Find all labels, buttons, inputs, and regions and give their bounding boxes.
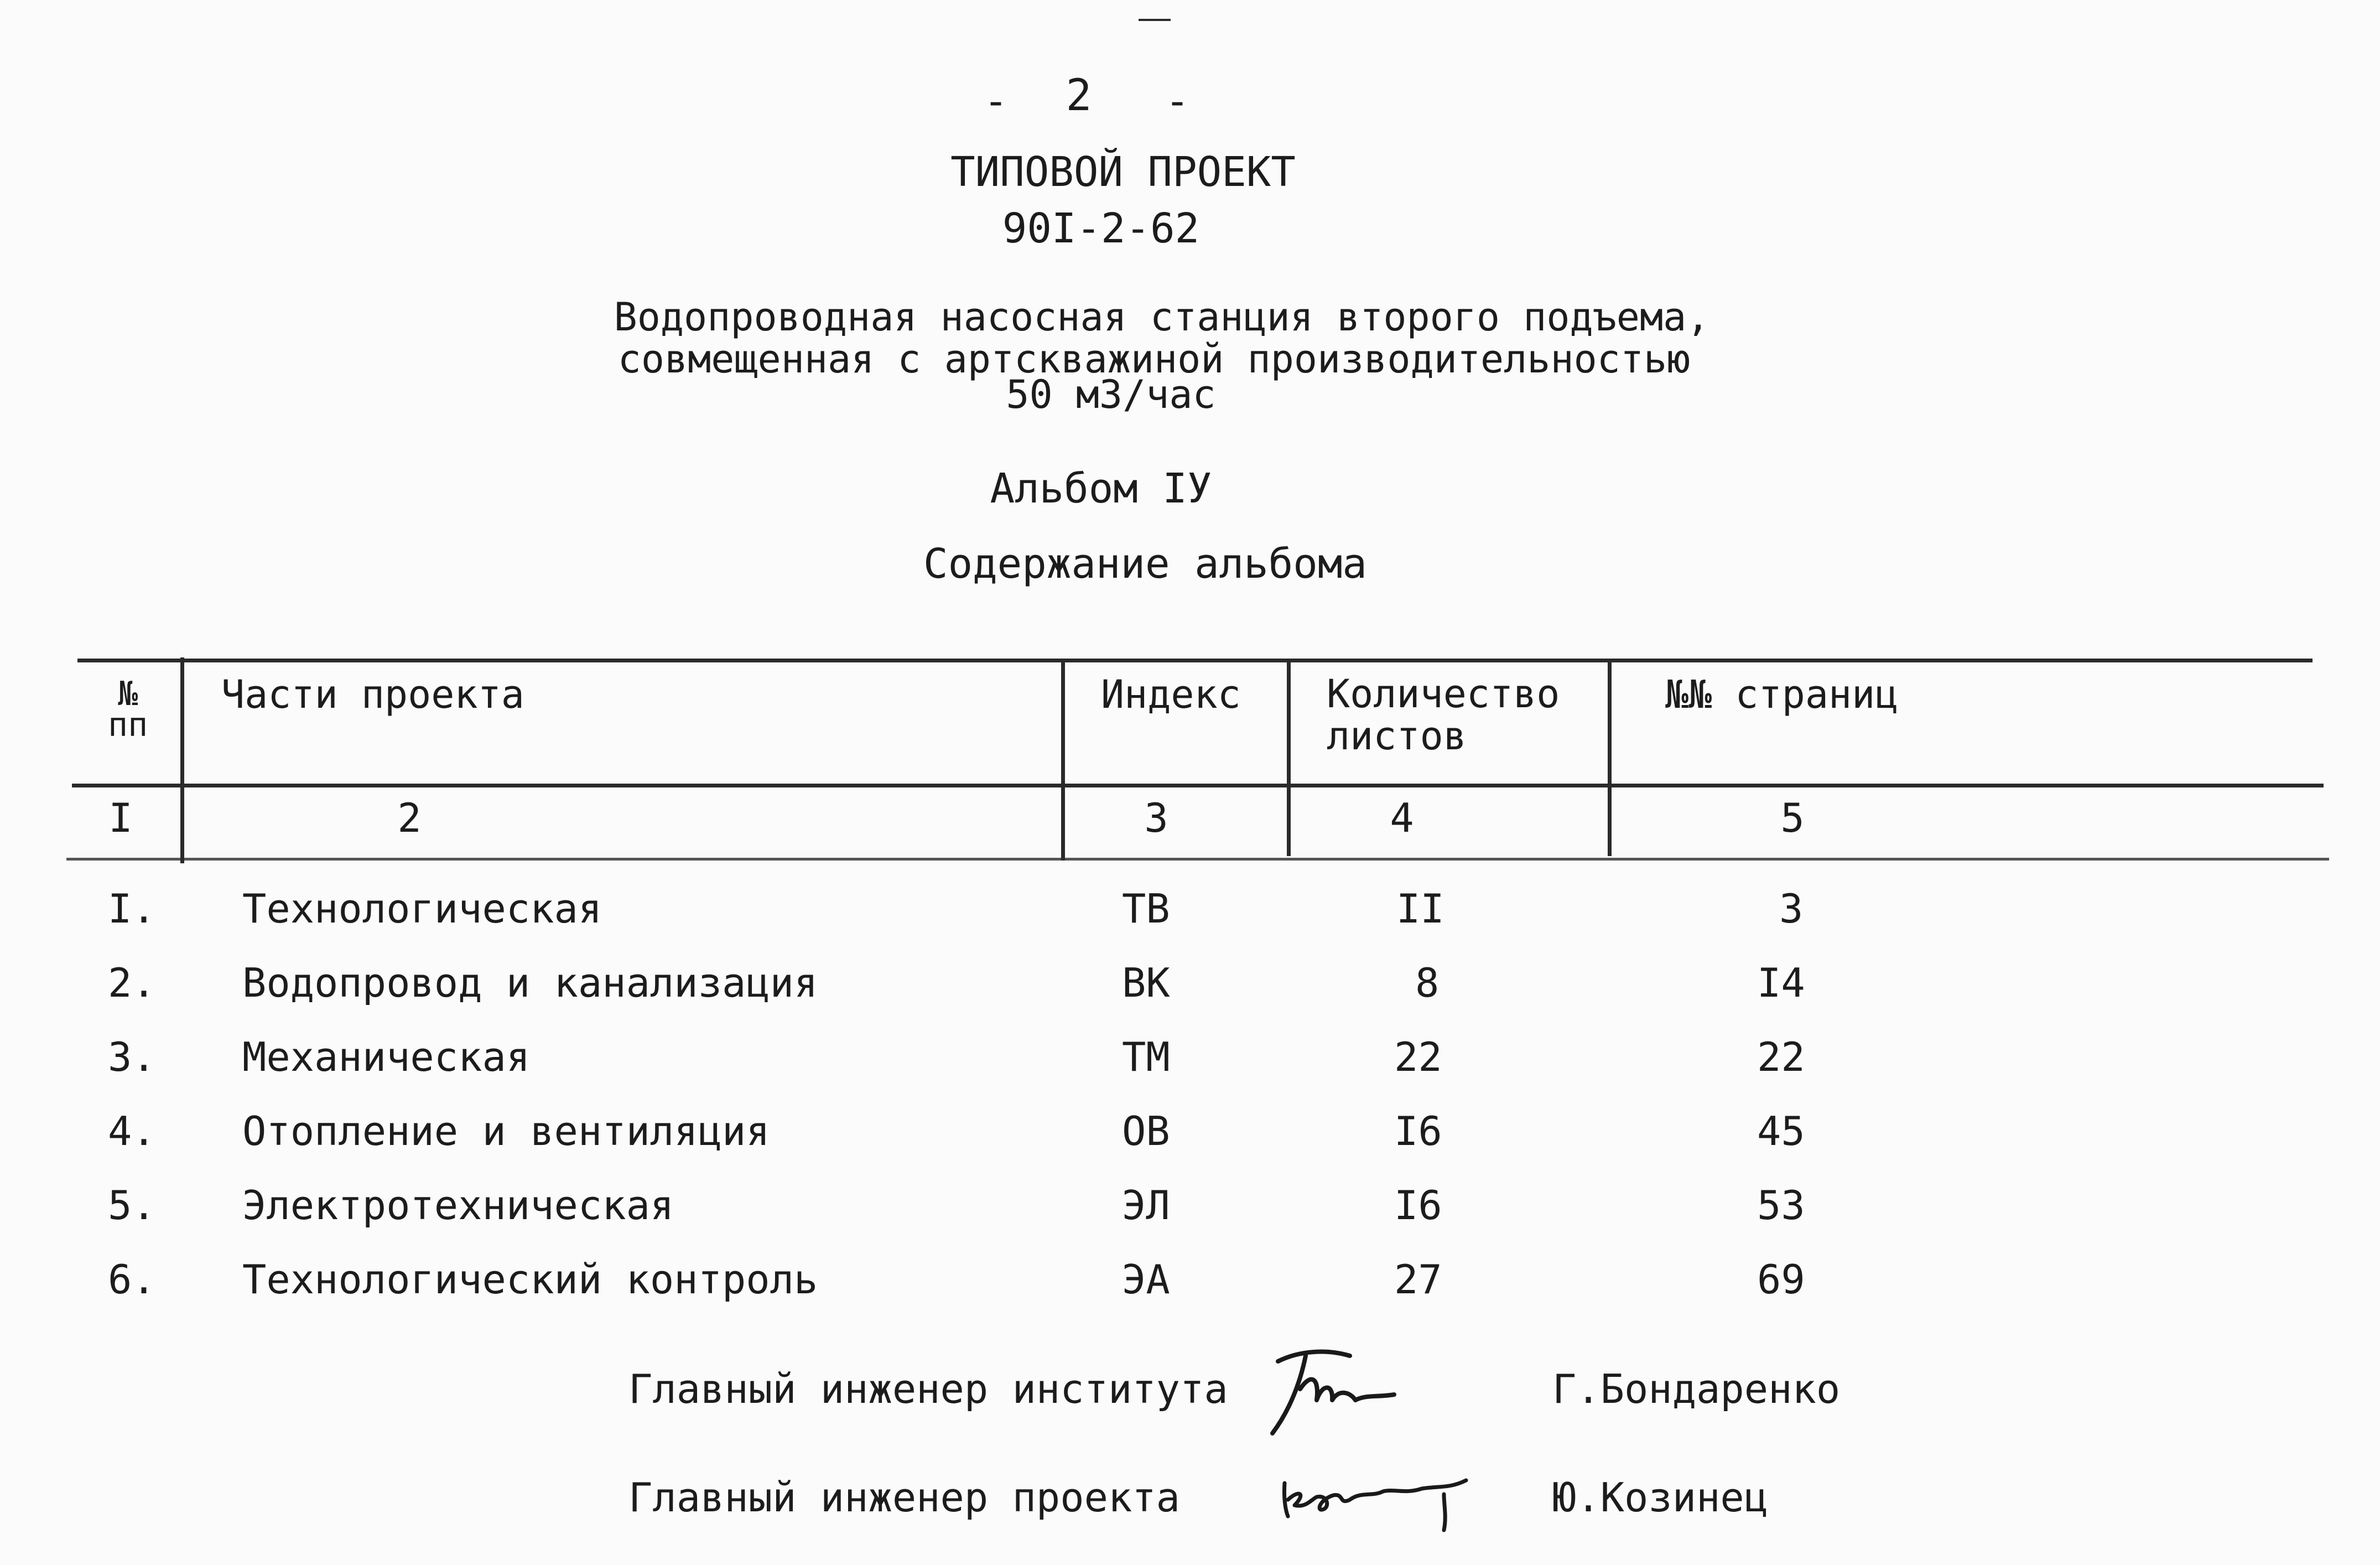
row-part: Механическая: [242, 1034, 531, 1080]
row-page: I4: [1757, 960, 1805, 1006]
row-page: 3: [1779, 885, 1804, 932]
title-line-2: совмещенная с артскважиной производительностью: [617, 336, 1691, 382]
header-sheets: [1327, 673, 1560, 757]
row-num: 2.: [108, 960, 156, 1006]
column-divider-1: [180, 657, 184, 863]
column-number-1: I: [108, 795, 133, 841]
top-mark: [1139, 19, 1171, 21]
column-number-5: 5: [1780, 795, 1805, 841]
header-num-line-1: №: [118, 675, 138, 713]
row-part: Отопление и вентиляция: [242, 1108, 770, 1154]
row-sheets: 8: [1415, 960, 1440, 1006]
row-index: ОВ: [1122, 1108, 1170, 1154]
row-index: ТМ: [1122, 1034, 1170, 1080]
row-sheets: 22: [1394, 1034, 1442, 1080]
column-divider-4: [1608, 661, 1612, 856]
signature-name-2: Ю.Козинец: [1552, 1474, 1769, 1521]
row-num: I.: [108, 885, 156, 932]
column-divider-3: [1287, 661, 1291, 856]
album-label: Альбом IУ: [990, 465, 1212, 512]
row-part: Водопровод и канализация: [242, 960, 818, 1006]
column-number-2: 2: [397, 795, 422, 841]
row-part: Технологический контроль: [242, 1256, 818, 1303]
column-number-3: 3: [1144, 795, 1168, 841]
row-index: ТВ: [1122, 885, 1170, 932]
row-page: 69: [1757, 1256, 1805, 1303]
handwritten-signature-1: [1267, 1339, 1400, 1444]
row-page: 45: [1757, 1108, 1805, 1154]
row-sheets: I6: [1394, 1108, 1442, 1154]
page-number-left-dash: -: [983, 77, 1009, 125]
project-type: ТИПОВОЙ ПРОЕКТ: [950, 148, 1296, 196]
handwritten-signature-2: [1278, 1461, 1477, 1533]
row-num: 4.: [108, 1108, 156, 1154]
header-num: [108, 675, 148, 744]
header-parts: Части проекта: [221, 672, 524, 717]
row-index: ВК: [1122, 960, 1170, 1006]
table-top-border: [77, 659, 2313, 662]
row-num: 3.: [108, 1034, 156, 1080]
row-index: ЭЛ: [1122, 1182, 1170, 1229]
signature-position-1: Главный инженер института: [628, 1366, 1228, 1412]
project-code: 90I-2-62: [1002, 205, 1200, 252]
header-pages: №№ страниц: [1665, 672, 1899, 717]
signature-name-1: Г.Бондаренко: [1552, 1366, 1841, 1412]
row-sheets: 27: [1394, 1256, 1442, 1303]
header-bottom-border: [72, 784, 2324, 787]
header-sheets-line-2: листов: [1327, 713, 1467, 759]
row-page: 53: [1757, 1182, 1805, 1229]
signature-position-2: Главный инженер проекта: [628, 1474, 1180, 1521]
row-num: 5.: [108, 1182, 156, 1229]
row-sheets: I6: [1394, 1182, 1442, 1229]
row-part: Технологическая: [242, 885, 602, 932]
header-sheets-line-1: Количество: [1327, 671, 1560, 717]
title-line-1: Водопроводная насосная станция второго подъема,: [614, 294, 1710, 340]
row-num: 6.: [108, 1256, 156, 1303]
row-part: Электротехническая: [242, 1182, 674, 1229]
row-index: ЭА: [1122, 1256, 1170, 1303]
column-numbers-bottom-border: [66, 858, 2329, 861]
title-line-3: 50 м3/час: [1006, 372, 1216, 417]
page-number-right-dash: -: [1165, 77, 1190, 125]
column-divider-2: [1061, 661, 1065, 861]
row-sheets: II: [1396, 885, 1444, 932]
row-page: 22: [1757, 1034, 1805, 1080]
contents-heading: Содержание альбома: [923, 540, 1367, 588]
column-number-4: 4: [1390, 795, 1414, 841]
header-index: Индекс: [1101, 672, 1241, 717]
header-num-line-2: пп: [108, 706, 148, 744]
page-number: 2: [1066, 71, 1092, 121]
